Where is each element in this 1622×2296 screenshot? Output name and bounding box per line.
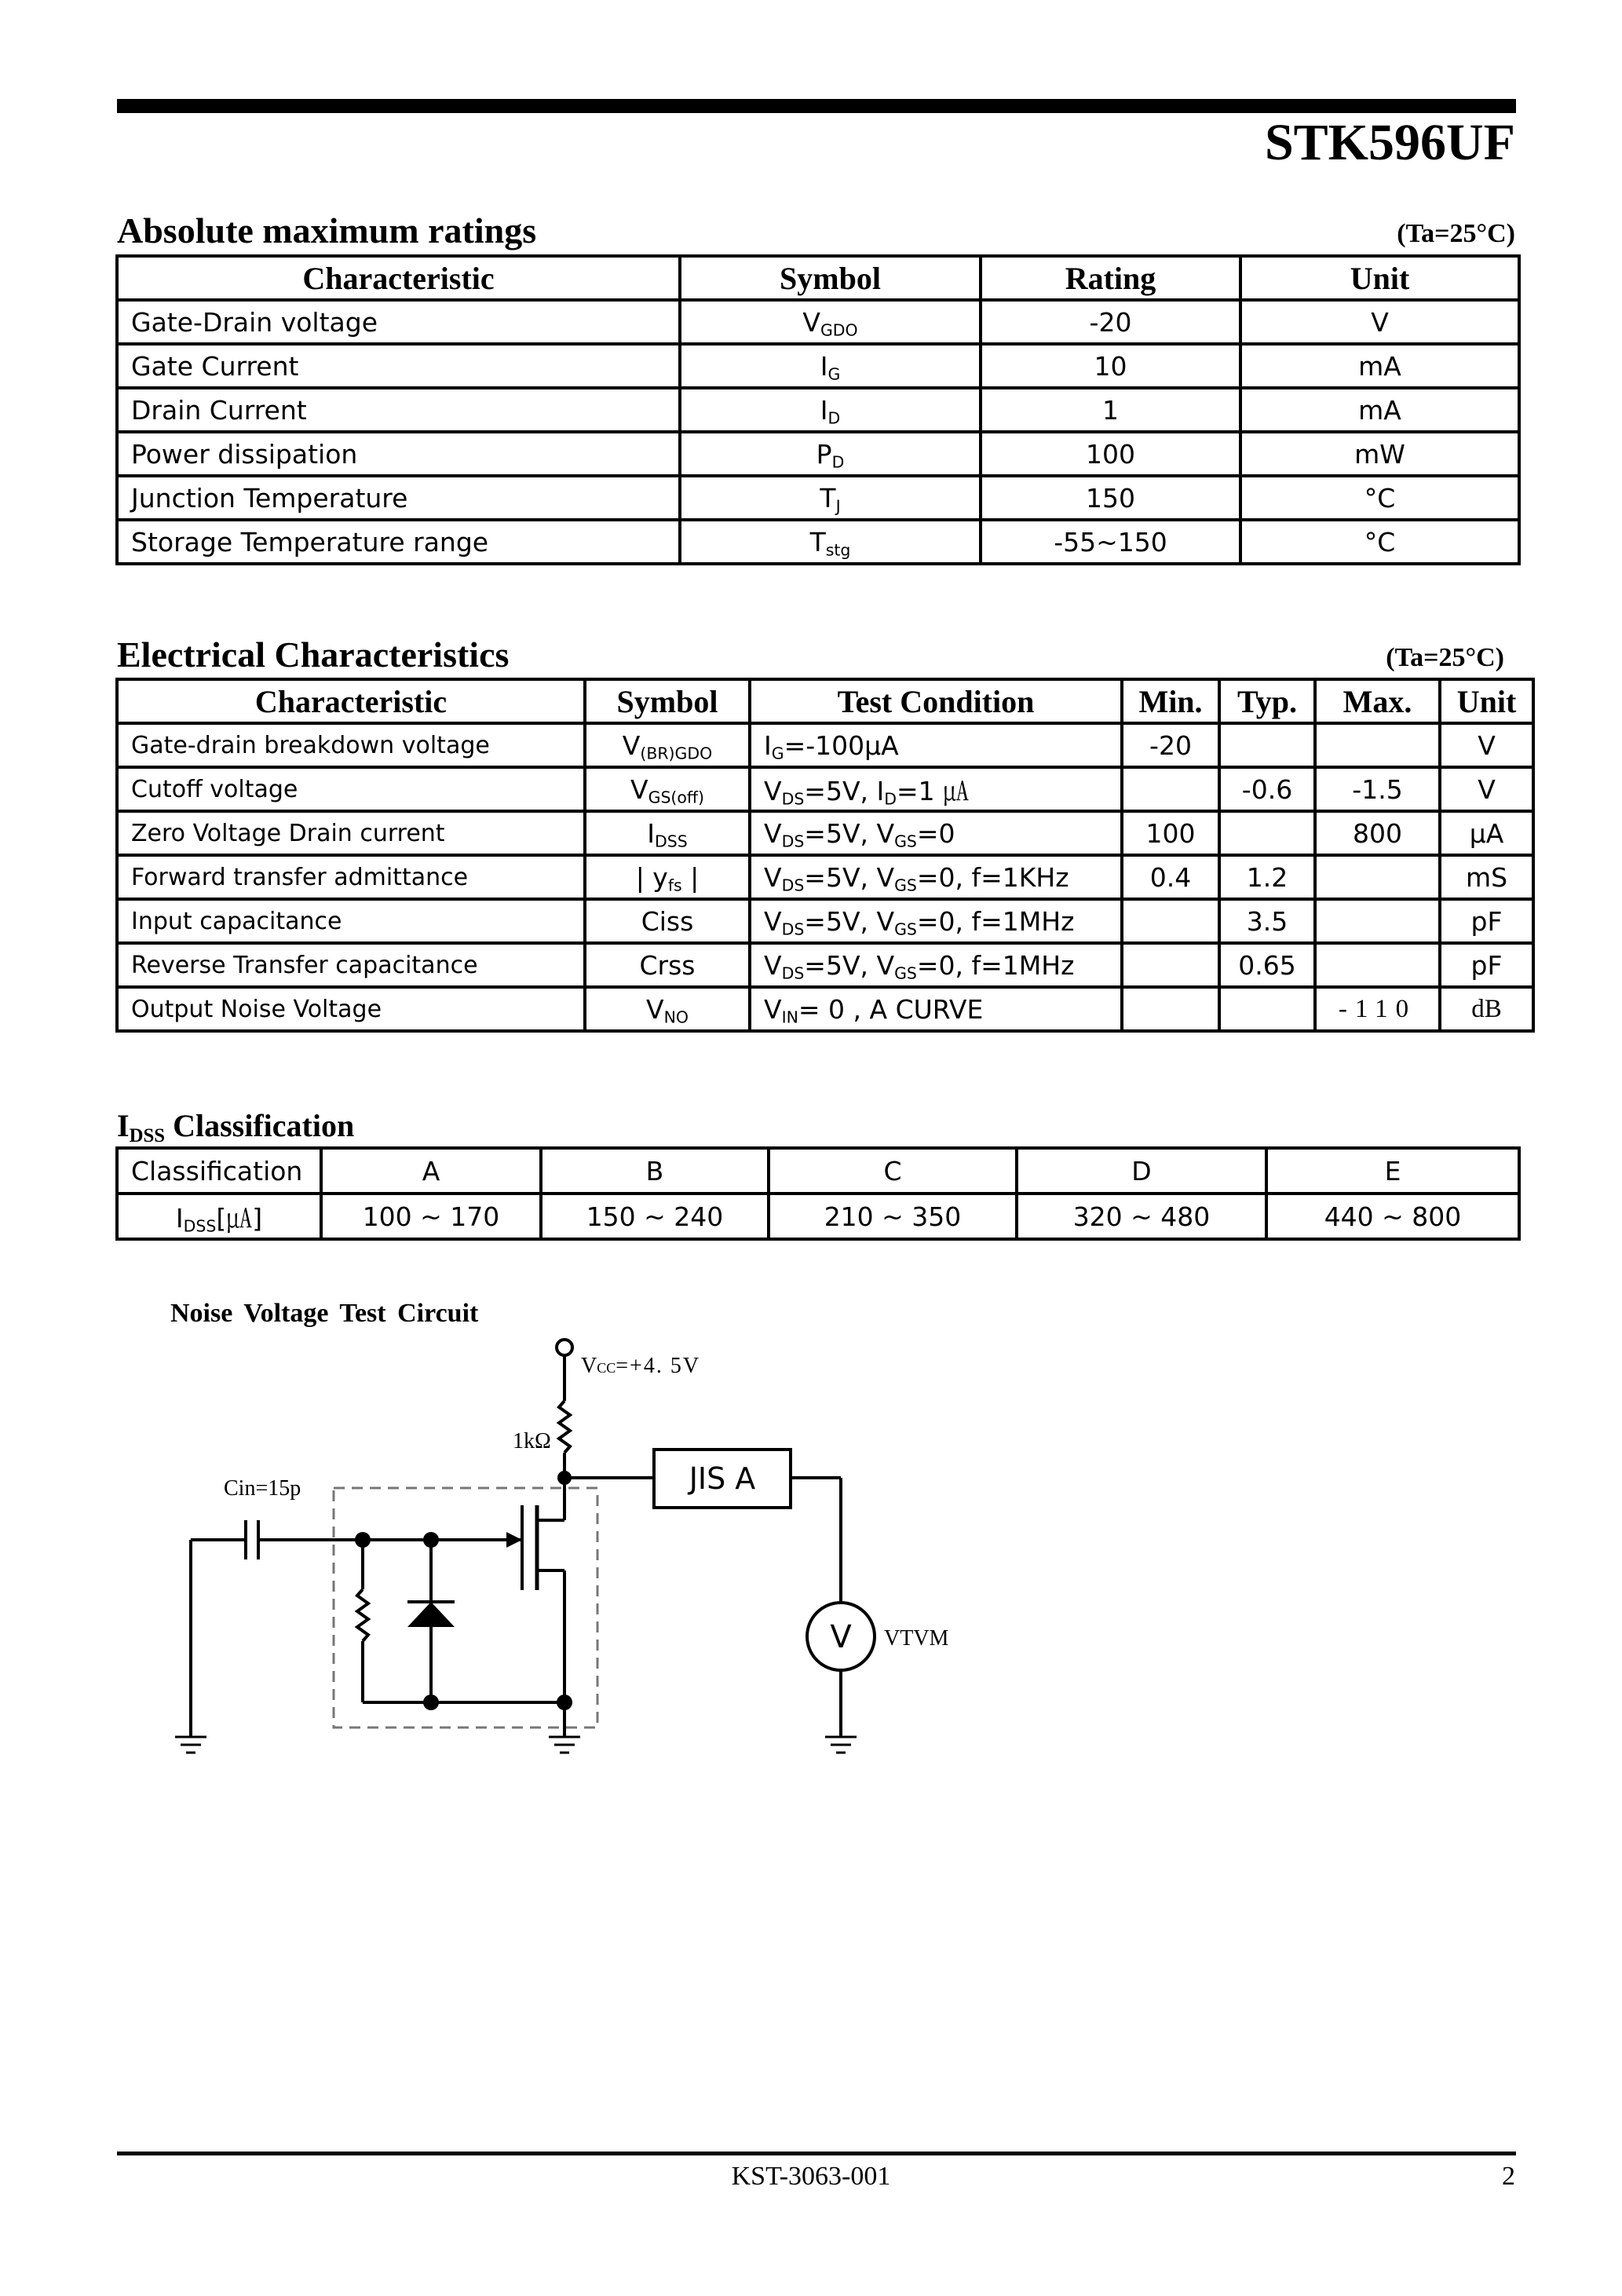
typ-cell: 1.2 bbox=[1219, 855, 1315, 899]
characteristic-cell: Reverse Transfer capacitance bbox=[117, 943, 585, 987]
idss-title-main: I bbox=[117, 1108, 130, 1143]
elec-header-cell: Max. bbox=[1315, 679, 1440, 723]
cond-part: =5V, I bbox=[804, 775, 885, 806]
cond-sub: GS bbox=[894, 919, 917, 939]
symbol-sub: D bbox=[827, 408, 841, 428]
unit-cell: V bbox=[1440, 723, 1533, 767]
elec-header-cell: Unit bbox=[1440, 679, 1533, 723]
symbol-main: Crss bbox=[639, 949, 696, 981]
abs-max-header-cell: Characteristic bbox=[117, 256, 680, 300]
cond-part: =5V, V bbox=[804, 905, 895, 937]
symbol-sub: G bbox=[827, 364, 841, 384]
cond-part: =5V, V bbox=[804, 817, 895, 849]
class-cell: B bbox=[541, 1148, 769, 1194]
elec-title: Electrical Characteristics bbox=[117, 634, 510, 675]
cond-sub: DS bbox=[781, 919, 805, 939]
abs-max-title: Absolute maximum ratings bbox=[117, 210, 537, 250]
part-number: STK596UF bbox=[1264, 114, 1515, 171]
symbol-sub: DSS bbox=[655, 832, 688, 851]
cond-sub: GS bbox=[894, 876, 917, 895]
symbol-sub: NO bbox=[663, 1007, 689, 1027]
classification-label: Classification bbox=[117, 1148, 321, 1194]
rating-cell: 1 bbox=[981, 388, 1240, 432]
unit-cell: V bbox=[1240, 300, 1519, 344]
vcc-label: VCC=+4. 5V bbox=[581, 1354, 701, 1378]
symbol-main: I bbox=[647, 817, 656, 849]
min-cell: 100 bbox=[1122, 811, 1219, 855]
abs-max-header-cell: Rating bbox=[981, 256, 1240, 300]
document-code: KST-3063-001 bbox=[731, 2162, 891, 2191]
class-cell: A bbox=[321, 1148, 541, 1194]
rating-cell: -20 bbox=[981, 300, 1240, 344]
idss-label-main: I bbox=[175, 1202, 184, 1234]
typ-cell: 3.5 bbox=[1219, 899, 1315, 943]
cond-sub: GS bbox=[894, 832, 917, 851]
min-cell: 0.4 bbox=[1122, 855, 1219, 899]
symbol-main: V bbox=[802, 306, 820, 338]
elec-header-cell: Test Condition bbox=[750, 679, 1122, 723]
vtvm-label: VTVM bbox=[884, 1626, 949, 1651]
characteristic-cell: Power dissipation bbox=[117, 432, 680, 476]
rating-cell: 10 bbox=[981, 344, 1240, 388]
cond-part: =0, f=1MHz bbox=[916, 949, 1075, 981]
cond-part: V bbox=[764, 905, 782, 937]
package-outline bbox=[334, 1488, 597, 1727]
symbol-sub: fs bbox=[667, 876, 682, 895]
circuit-title: Noise Voltage Test Circuit bbox=[170, 1299, 479, 1328]
cond-part: I bbox=[764, 729, 772, 761]
idss-label-sub: DSS bbox=[183, 1216, 217, 1236]
characteristic-cell: Forward transfer admittance bbox=[117, 855, 585, 899]
idss-range-cell: 440 ~ 800 bbox=[1266, 1194, 1519, 1239]
cond-part: =-100μA bbox=[784, 729, 899, 761]
elec-header-cell: Min. bbox=[1122, 679, 1219, 723]
symbol-main: T bbox=[809, 526, 826, 558]
cond-sub: DS bbox=[781, 789, 805, 809]
characteristic-cell: Drain Current bbox=[117, 388, 680, 432]
characteristic-cell: Gate-Drain voltage bbox=[117, 300, 680, 344]
characteristic-cell: Gate-drain breakdown voltage bbox=[117, 723, 585, 767]
ground-symbol-center bbox=[549, 1737, 580, 1753]
gate-resistor bbox=[357, 1589, 368, 1641]
characteristic-cell: Gate Current bbox=[117, 344, 680, 388]
class-cell: E bbox=[1266, 1148, 1519, 1194]
symbol-main: V bbox=[630, 773, 648, 805]
ground-symbol-left bbox=[175, 1737, 206, 1753]
idss-range-cell: 320 ~ 480 bbox=[1017, 1194, 1266, 1239]
characteristic-cell: Cutoff voltage bbox=[117, 767, 585, 811]
rating-cell: 150 bbox=[981, 476, 1240, 520]
symbol-sub: stg bbox=[825, 540, 851, 560]
characteristic-cell: Storage Temperature range bbox=[117, 520, 680, 564]
elec-condition: (Ta=25°C) bbox=[1386, 643, 1504, 672]
symbol-sub: GS(off) bbox=[648, 788, 704, 807]
max-cell: -110 bbox=[1315, 987, 1440, 1031]
unit-cell: V bbox=[1440, 767, 1533, 811]
elec-header-cell: Characteristic bbox=[117, 679, 585, 723]
symbol-sub: D bbox=[831, 452, 845, 472]
characteristic-cell: Output Noise Voltage bbox=[117, 987, 585, 1031]
symbol-main: | y bbox=[635, 861, 668, 893]
vtvm-symbol: V bbox=[830, 1619, 852, 1655]
cond-part: =1 ㎂ bbox=[896, 775, 970, 806]
bottom-rule bbox=[117, 2152, 1516, 2155]
junction-dots bbox=[355, 1471, 572, 1710]
symbol-main: T bbox=[820, 482, 836, 514]
cond-part: =0, f=1KHz bbox=[916, 861, 1069, 893]
cond-sub: D bbox=[884, 789, 897, 809]
cond-sub: G bbox=[771, 744, 784, 763]
characteristic-cell: Junction Temperature bbox=[117, 476, 680, 520]
abs-max-condition: (Ta=25°C) bbox=[1397, 219, 1515, 248]
cond-sub: DS bbox=[781, 876, 805, 895]
cond-part: =5V, V bbox=[804, 949, 895, 981]
elec-header-cell: Symbol bbox=[585, 679, 750, 723]
diode-symbol bbox=[407, 1602, 455, 1627]
symbol-main: I bbox=[820, 394, 828, 426]
idss-title-sub: DSS bbox=[129, 1124, 166, 1146]
cond-part: V bbox=[764, 949, 782, 981]
cond-part: =0 bbox=[916, 817, 955, 849]
symbol-main: P bbox=[816, 438, 832, 470]
page-number: 2 bbox=[1502, 2162, 1515, 2191]
characteristic-cell: Zero Voltage Drain current bbox=[117, 811, 585, 855]
cond-sub: DS bbox=[781, 963, 805, 983]
max-cell: -1.5 bbox=[1315, 767, 1440, 811]
cond-sub: GS bbox=[894, 963, 917, 983]
symbol-sub: (BR)GDO bbox=[640, 744, 713, 763]
idss-title-rest: Classification bbox=[165, 1108, 355, 1143]
jis-a-label: JIS A bbox=[689, 1461, 756, 1496]
cond-part: V bbox=[764, 993, 782, 1025]
symbol-main: V bbox=[646, 993, 664, 1025]
typ-cell: 0.65 bbox=[1219, 943, 1315, 987]
unit-cell: dB bbox=[1440, 987, 1533, 1031]
ground-symbol-right bbox=[825, 1737, 857, 1753]
symbol-sub: J bbox=[835, 496, 841, 516]
vcc-terminal bbox=[557, 1340, 572, 1355]
unit-cell: mW bbox=[1240, 432, 1519, 476]
cond-part: =5V, V bbox=[804, 861, 895, 893]
cin-label: Cin=15p bbox=[224, 1476, 301, 1501]
abs-max-header-cell: Symbol bbox=[680, 256, 981, 300]
unit-cell: mA bbox=[1240, 388, 1519, 432]
symbol-main: Ciss bbox=[641, 905, 694, 937]
unit-cell: °C bbox=[1240, 476, 1519, 520]
class-cell: D bbox=[1017, 1148, 1266, 1194]
gate-arrow bbox=[506, 1532, 522, 1548]
resistor-label: 1kΩ bbox=[513, 1429, 551, 1453]
idss-range-cell: 210 ~ 350 bbox=[769, 1194, 1017, 1239]
cond-sub: IN bbox=[781, 1007, 798, 1027]
unit-cell: °C bbox=[1240, 520, 1519, 564]
drain-resistor bbox=[559, 1401, 570, 1453]
symbol-after: | bbox=[681, 861, 700, 893]
characteristic-cell: Input capacitance bbox=[117, 899, 585, 943]
unit-cell: mS bbox=[1440, 855, 1533, 899]
cond-part: V bbox=[764, 775, 782, 806]
idss-range-cell: 150 ~ 240 bbox=[541, 1194, 769, 1239]
cond-sub: DS bbox=[781, 832, 805, 851]
unit-cell: pF bbox=[1440, 899, 1533, 943]
idss-range-cell: 100 ~ 170 bbox=[321, 1194, 541, 1239]
class-cell: C bbox=[769, 1148, 1017, 1194]
elec-header-cell: Typ. bbox=[1219, 679, 1315, 723]
symbol-main: V bbox=[622, 729, 641, 761]
unit-cell: μA bbox=[1440, 811, 1533, 855]
unit-cell: pF bbox=[1440, 943, 1533, 987]
cond-part: V bbox=[764, 861, 782, 893]
abs-max-header-cell: Unit bbox=[1240, 256, 1519, 300]
cond-part: =0, f=1MHz bbox=[916, 905, 1075, 937]
cond-part: V bbox=[764, 817, 782, 849]
unit-cell: mA bbox=[1240, 344, 1519, 388]
max-cell: 800 bbox=[1315, 811, 1440, 855]
symbol-sub: GDO bbox=[820, 320, 858, 340]
typ-cell: -0.6 bbox=[1219, 767, 1315, 811]
rating-cell: 100 bbox=[981, 432, 1240, 476]
min-cell: -20 bbox=[1122, 723, 1219, 767]
rating-cell: -55~150 bbox=[981, 520, 1240, 564]
cond-part: = 0 , A CURVE bbox=[798, 993, 984, 1025]
symbol-main: I bbox=[820, 350, 828, 382]
idss-label-rest: [㎂] bbox=[216, 1202, 263, 1234]
